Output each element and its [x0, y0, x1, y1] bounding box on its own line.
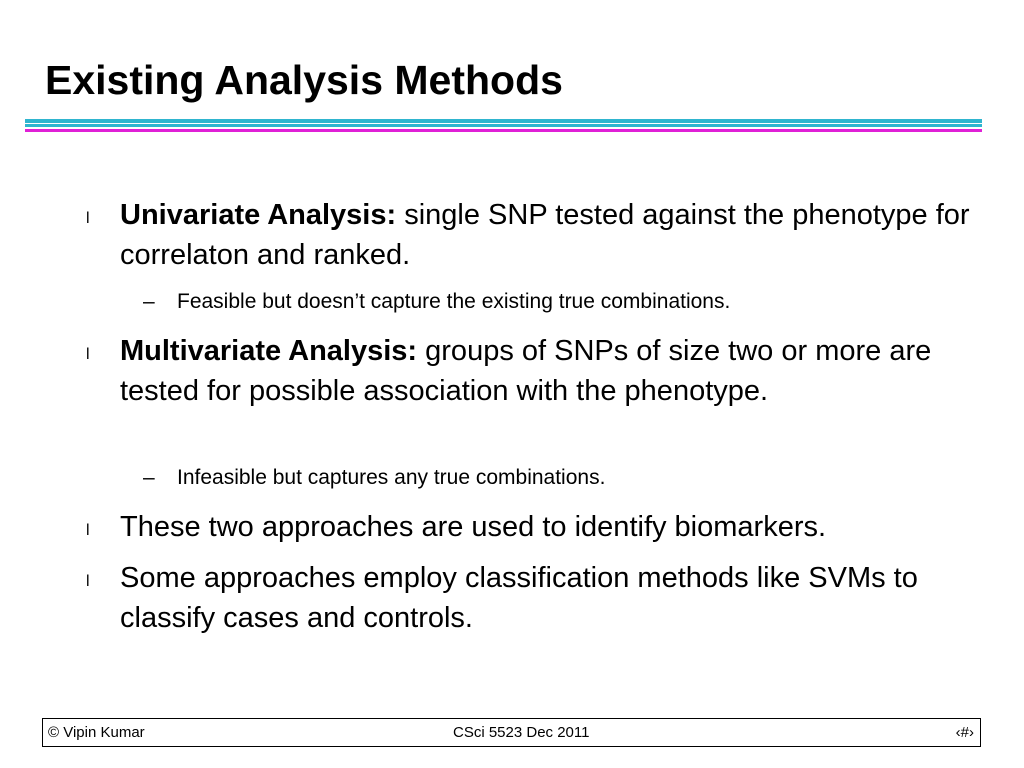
title-rule-magenta [25, 129, 982, 132]
bullet-classification-text: Some approaches employ classification methods like SVMs to classify cases and controls. [120, 562, 918, 634]
bullet-univariate-term: Univariate Analysis: [120, 199, 397, 231]
bullet-marker: l [86, 573, 90, 590]
bullet-classification [86, 558, 980, 638]
bullet-marker: l [86, 210, 90, 227]
subbullet-univariate [143, 288, 987, 316]
footer-slide-number: ‹#› [955, 724, 974, 741]
subbullet-multivariate [143, 464, 987, 492]
subbullet-marker: – [143, 466, 155, 489]
bullet-univariate-text: single SNP tested against the phenotype for correlaton and ranked. [120, 199, 970, 271]
title-rule-cyan-top [25, 119, 982, 123]
bullet-multivariate-text: groups of SNPs of size two or more are tested for possible association with the phenotype. [120, 335, 932, 407]
bullet-marker: l [86, 522, 90, 539]
subbullet-univariate-text: Feasible but doesn’t capture the existing true combinations. [177, 290, 731, 313]
subbullet-marker: – [143, 290, 155, 313]
slide-title: Existing Analysis Methods [45, 57, 563, 103]
bullet-multivariate-term: Multivariate Analysis: [120, 335, 418, 367]
bullet-multivariate [86, 331, 950, 411]
bullet-biomarkers-text: These two approaches are used to identify biomarkers. [120, 511, 827, 543]
slide-footer [42, 718, 981, 747]
footer-author: © Vipin Kumar [48, 724, 145, 741]
bullet-marker: l [86, 346, 90, 363]
bullet-univariate [86, 195, 980, 275]
subbullet-multivariate-text: Infeasible but captures any true combinations. [177, 466, 606, 489]
bullet-biomarkers [86, 507, 980, 547]
footer-course: CSci 5523 Dec 2011 [453, 724, 590, 741]
title-rule-cyan-bottom [25, 124, 982, 127]
